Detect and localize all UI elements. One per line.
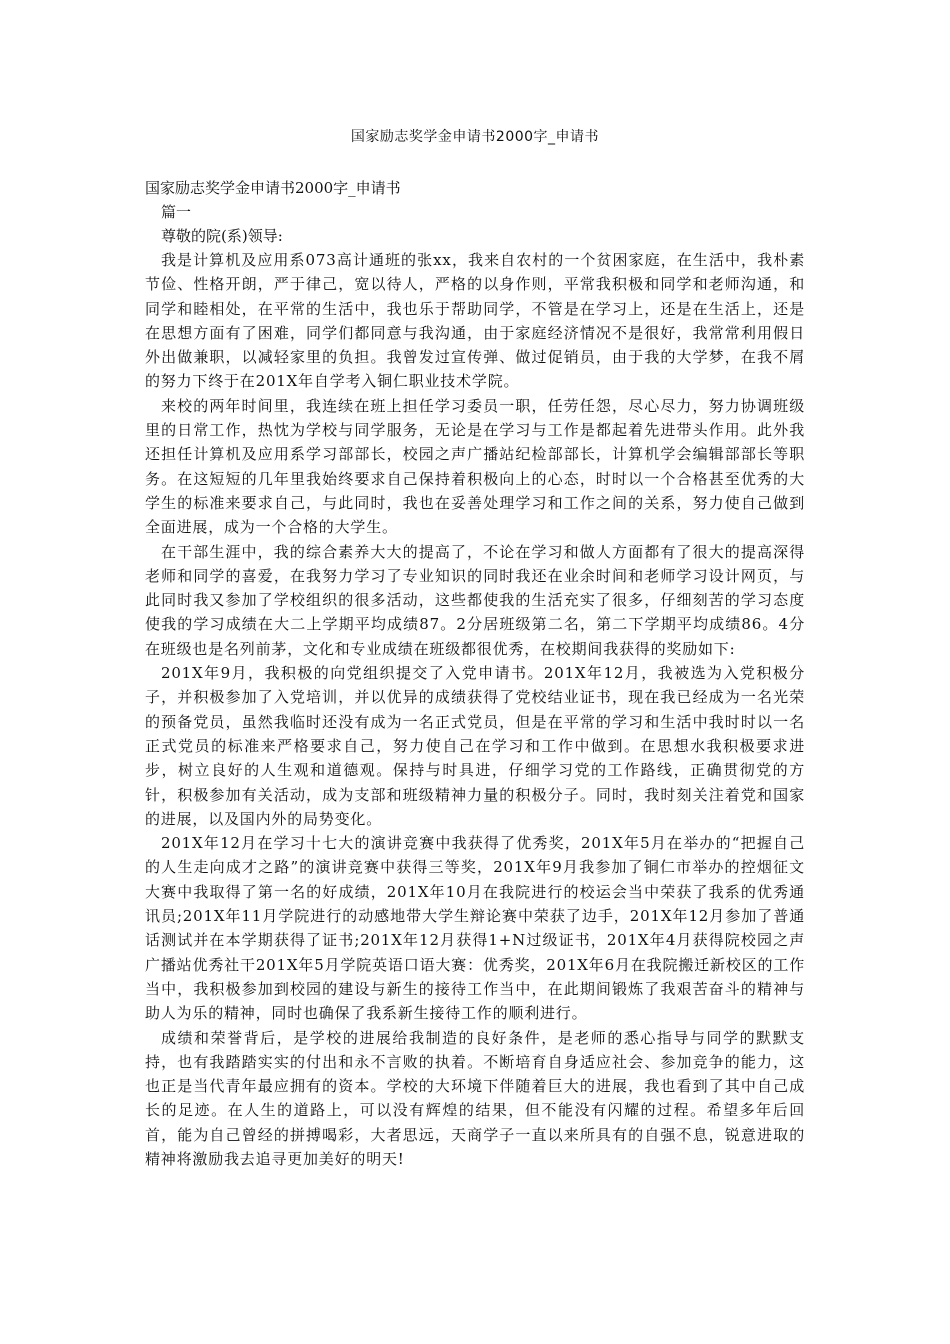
document-title: 国家励志奖学金申请书2000字_申请书	[145, 179, 401, 197]
section-label: 篇一	[161, 203, 192, 221]
paragraph-2: 来校的两年时间里，我连续在班上担任学习委员一职，任劳任怨，尽心尽力，努力协调班级里的日常工作，热忱为学校与同学服务，无论是在学习与工作是都起着先进带头作用。此外我还担任计算机及应用系学习部部长，校园之声广播站纪检部部长，计算机学会编辑部部长等职务。在这短短的几年里我始终要求自己保持着积极向上的心态，时时以一个合格甚至优秀的大学生的标准来要求自己，与此同时，我也在妥善处理学习和工作之间的关系，努力使自己做到全面进展，成为一个合格的大学生。	[145, 396, 805, 537]
paragraph-6: 成绩和荣誉背后，是学校的进展给我制造的良好条件，是老师的悉心指导与同学的默默支持，也有我踏踏实实的付出和永不言败的执着。不断培育自身适应社会、参加竞争的能力，这也正是当代青年最应拥有的资本。学校的大环境下伴随着巨大的进展，我也看到了其中自己成长的足迹。在人生的道路上，可以没有辉煌的结果，但不能没有闪耀的过程。希望多年后回首，能为自己曾经的拼搏喝彩，大者思远，天商学子一直以来所具有的自强不息，锐意进取的精神将激励我去追寻更加美好的明天!	[145, 1028, 805, 1168]
paragraph-3: 在干部生涯中，我的综合素养大大的提高了，不论在学习和做人方面都有了很大的提高深得老师和同学的喜爱，在我努力学习了专业知识的同时我还在业余时间和老师学习设计网页，与此同时我又参加了学校组织的很多活动，这些都使我的生活充实了很多，仔细刻苦的学习态度使我的学习成绩在大二上学期平均成绩87。2分居班级第二名，第二下学期平均成绩86。4分在班级也是名列前茅，文化和专业成绩在班级都很优秀，在校期间我获得的奖励如下:	[145, 542, 805, 658]
paragraph-1: 我是计算机及应用系073高计通班的张xx，我来自农村的一个贫困家庭，在生活中，我朴素节俭、性格开朗，严于律己，宽以待人，严格的以身作则，平常我积极和同学和老师沟通，和同学和睦相处，在平常的生活中，我也乐于帮助同学，不管是在学习上，还是在生活上，还是在思想方面有了困难，同学们都同意与我沟通，由于家庭经济情况不是很好，我常常利用假日外出做兼职，以减轻家里的负担。我曾发过宣传弹、做过促销员，由于我的大学梦，在我不屑的努力下终于在201X年自学考入铜仁职业技术学院。	[145, 251, 805, 391]
paragraph-4: 201X年9月，我积极的向党组织提交了入党申请书。201X年12月，我被选为入党积极分子，并积极参加了入党培训，并以优异的成绩获得了党校结业证书，现在我已经成为一名光荣的预备党员，虽然我临时还没有成为一名正式党员，但是在平常的学习和生活中我时时以一名正式党员的标准来严格要求自己，努力使自己在学习和工作中做到。在思想水我积极要求进步，树立良好的人生观和道德观。保持与时具进，仔细学习党的工作路线，正确贯彻党的方针，积极参加有关活动，成为支部和班级精神力量的积极分子。同时，我时刻关注着党和国家的进展，以及国内外的局势变化。	[145, 664, 805, 828]
paragraph-5: 201X年12月在学习十七大的演讲竞赛中我获得了优秀奖，201X年5月在举办的“把握自己的人生走向成才之路”的演讲竞赛中获得三等奖，201X年9月我参加了铜仁市举办的控烟征文大赛中我取得了第一名的好成绩，201X年10月在我院进行的校运会当中荣获了我系的优秀通讯员;201X年11月学院进行的动感地带大学生辩论赛中荣获了边手，201X年12月参加了普通话测试并在本学期获得了证书;201X年12月获得1+N过级证书，201X年4月获得院校园之声广播站优秀社干201X年5月学院英语口语大赛：优秀奖，201X年6月在我院搬迁新校区的工作当中，我积极参加到校园的建设与新生的接待工作当中，在此期间锻炼了我艰苦奋斗的精神与助人为乐的精神，同时也确保了我系新生接待工作的顺利进行。	[145, 834, 805, 1023]
salutation: 尊敬的院(系)领导:	[161, 227, 283, 245]
document-body	[145, 176, 805, 1171]
page-header-title: 国家励志奖学金申请书2000字_申请书	[350, 129, 600, 145]
